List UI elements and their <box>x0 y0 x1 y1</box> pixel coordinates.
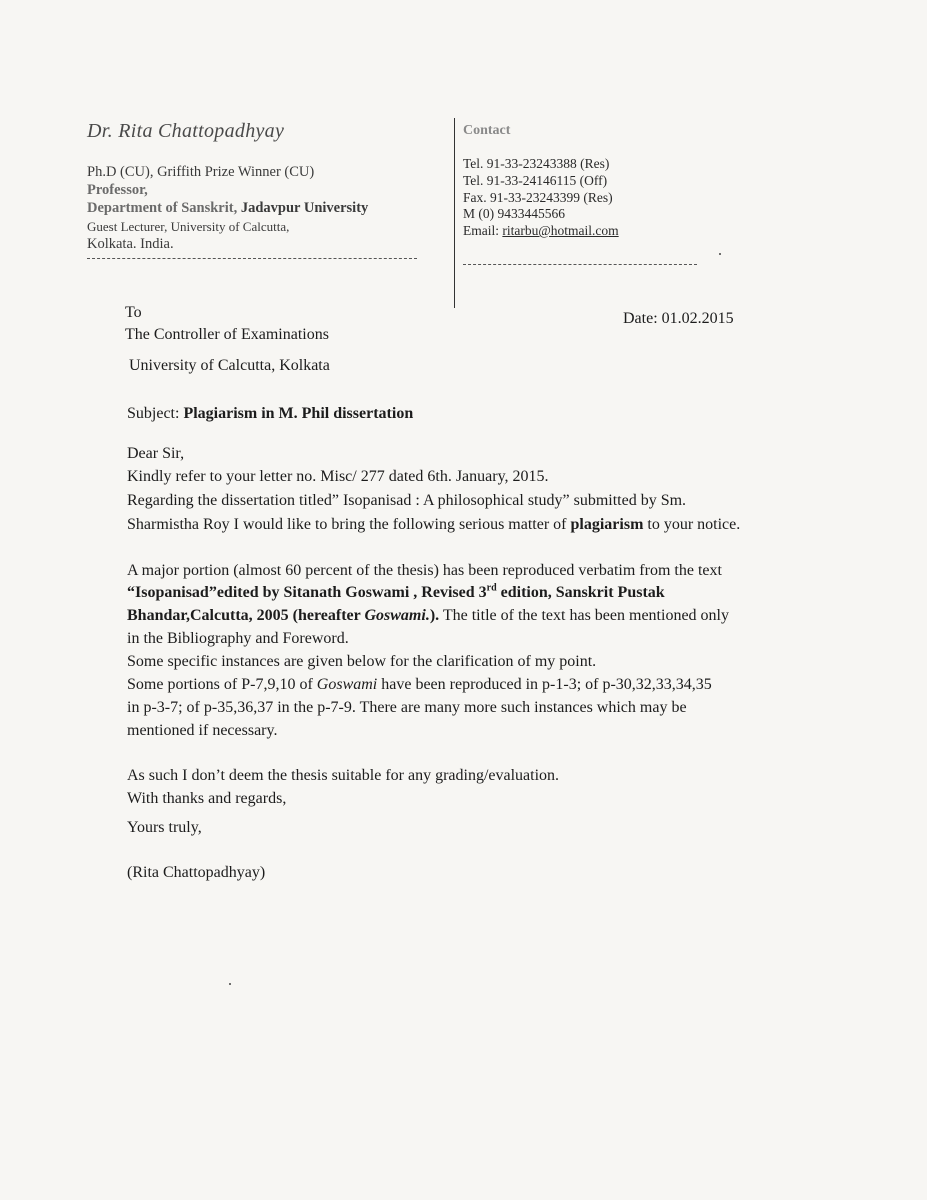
recipient-line2: University of Calcutta, Kolkata <box>129 357 330 374</box>
para2-line6-b: have been reproduced in p-1-3; of p-30,32,33,34,35 <box>377 676 712 693</box>
para2-line2-a: “Isopanisad”edited by Sitanath Goswami , Revised 3 <box>127 584 487 601</box>
subject-line <box>127 405 413 423</box>
para2-line6 <box>127 676 712 694</box>
department-label: Department of Sanskrit, <box>87 200 238 216</box>
email <box>463 223 619 239</box>
letter-date: Date: 01.02.2015 <box>623 310 734 327</box>
scan-speck <box>719 253 721 255</box>
signature: (Rita Chattopadhyay) <box>127 864 266 881</box>
department-university: Jadavpur University <box>240 200 369 216</box>
para1-line1: Kindly refer to your letter no. Misc/ 277 dated 6th. January, 2015. <box>127 468 549 485</box>
para2-line6-a: Some portions of P-7,9,10 of <box>127 676 317 693</box>
para1-line3-b: to your notice. <box>643 516 741 533</box>
letterhead-vertical-divider <box>454 118 455 308</box>
author-name: Dr. Rita Chattopadhyay <box>87 120 285 142</box>
closing-line1: As such I don’t deem the thesis suitable for any grading/evaluation. <box>127 767 560 784</box>
para2-line7: in p-3-7; of p-35,36,37 in the p-7-9. There are many more such instances which may be <box>127 699 687 716</box>
to-label: To <box>125 304 142 321</box>
para2-line3-b: ). <box>429 607 440 624</box>
para1-line3-a: Sharmistha Roy I would like to bring the following serious matter of <box>127 516 571 533</box>
para2-line3-a: Bhandar,Calcutta, 2005 (hereafter <box>127 607 365 624</box>
goswami-ref: Goswami <box>316 676 378 693</box>
email-label: Email: <box>463 223 499 238</box>
para2-line2-b: edition, Sanskrit Pustak <box>496 584 665 601</box>
para1-line3 <box>127 516 740 534</box>
para2-line3-rest: The title of the text has been mentioned only <box>439 607 729 624</box>
fax: Fax. 91-33-23243399 (Res) <box>463 190 613 205</box>
closing-line2: With thanks and regards, <box>127 790 287 807</box>
contact-heading: Contact <box>463 123 511 138</box>
letterhead-divider-right <box>463 264 697 265</box>
para2-line5: Some specific instances are given below for the clarification of my point. <box>127 653 597 670</box>
para2-line8: mentioned if necessary. <box>127 722 278 739</box>
email-link[interactable]: ritarbu@hotmail.com <box>502 223 619 238</box>
goswami-abbrev: Goswami. <box>364 607 430 624</box>
subject-text: Plagiarism in M. Phil dissertation <box>183 405 414 422</box>
tel-res: Tel. 91-33-23243388 (Res) <box>463 156 610 171</box>
edition-superscript: rd <box>486 582 497 594</box>
salutation: Dear Sir, <box>127 445 185 462</box>
guest-lecturer: Guest Lecturer, University of Calcutta, <box>87 219 290 234</box>
para2-line1: A major portion (almost 60 percent of the thesis) has been reproduced verbatim from the text <box>127 562 722 579</box>
city: Kolkata. India. <box>87 236 174 252</box>
letterhead-divider-left <box>87 258 417 259</box>
tel-off: Tel. 91-33-24146115 (Off) <box>463 173 608 188</box>
para2-line2 <box>127 584 665 602</box>
scan-speck <box>229 983 231 985</box>
mobile: M (0) 9433445566 <box>463 206 565 221</box>
qualification: Ph.D (CU), Griffith Prize Winner (CU) <box>87 164 315 180</box>
subject-label: Subject: <box>127 405 180 422</box>
para1-line2: Regarding the dissertation titled” Isopanisad : A philosophical study” submitted by Sm. <box>127 492 687 509</box>
position: Professor, <box>87 182 148 198</box>
closing-line3: Yours truly, <box>127 819 202 836</box>
department <box>87 200 368 217</box>
recipient-line1: The Controller of Examinations <box>125 326 329 343</box>
para2-line4: in the Bibliography and Foreword. <box>127 630 349 647</box>
plagiarism-keyword: plagiarism <box>570 516 644 533</box>
para2-line3 <box>127 607 729 625</box>
